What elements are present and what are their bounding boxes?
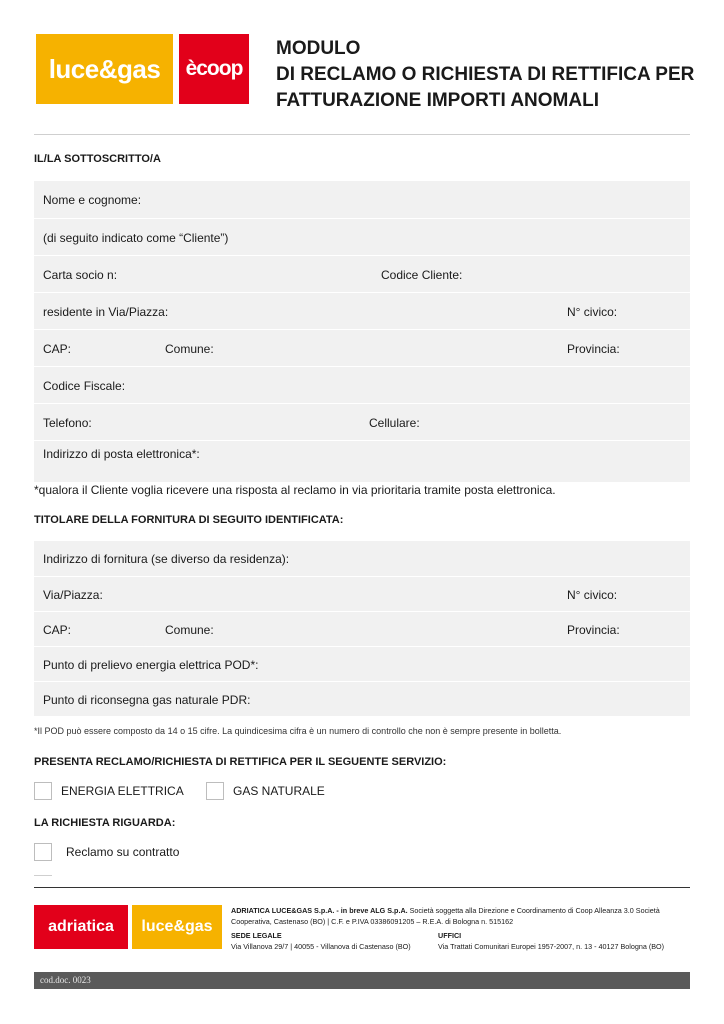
email-row[interactable] bbox=[34, 440, 690, 482]
company-description bbox=[231, 905, 691, 927]
section-holder-heading: TITOLARE DELLA FORNITURA DI SEGUITO IDENTIFICATA: bbox=[34, 514, 344, 526]
supply-civic-label: N° civico: bbox=[567, 588, 618, 602]
document-title bbox=[276, 36, 706, 114]
section-request-heading: LA RICHIESTA RIGUARDA: bbox=[34, 817, 176, 829]
electric-option[interactable] bbox=[34, 782, 184, 800]
luce-gas-logo: luce&gas bbox=[36, 34, 173, 104]
gas-label: GAS NATURALE bbox=[233, 784, 325, 798]
footer-divider bbox=[34, 887, 690, 888]
name-label: Nome e cognome: bbox=[43, 193, 142, 207]
gas-checkbox[interactable] bbox=[206, 782, 224, 800]
legal-office bbox=[231, 930, 438, 952]
pdr-label: Punto di riconsegna gas naturale PDR: bbox=[43, 693, 251, 707]
gas-option[interactable] bbox=[206, 782, 325, 800]
header-divider bbox=[34, 134, 690, 135]
supply-comune-label: Comune: bbox=[165, 623, 214, 637]
civic-label: N° civico: bbox=[567, 305, 618, 319]
fiscal-code-row[interactable] bbox=[34, 366, 690, 403]
supply-cap-row[interactable] bbox=[34, 611, 690, 646]
pod-footnote: *Il POD può essere composto da 14 o 15 cifre. La quindicesima cifra è un numero di controllo che non è sempre presente in bolletta. bbox=[34, 726, 562, 736]
electric-label: ENERGIA ELETTRICA bbox=[61, 784, 184, 798]
supply-address-label: Indirizzo di fornitura (se diverso da residenza): bbox=[43, 552, 290, 566]
contract-checkbox[interactable] bbox=[34, 843, 52, 861]
card-label: Carta socio n: bbox=[43, 268, 118, 282]
mobile-label: Cellulare: bbox=[369, 416, 420, 430]
adriatica-logo: adriatica bbox=[34, 905, 128, 949]
short-divider bbox=[34, 875, 52, 876]
pdr-row[interactable] bbox=[34, 681, 690, 716]
electric-checkbox[interactable] bbox=[34, 782, 52, 800]
email-label: Indirizzo di posta elettronica*: bbox=[43, 447, 200, 461]
pod-label: Punto di prelievo energia elettrica POD*: bbox=[43, 658, 259, 672]
company-details: Società soggetta alla Direzione e Coordinamento di Coop Alleanza 3.0 Società Cooperativa, Castenaso (BO) | C.F. e P.IVA 03386091205 – R.E.A. di Bologna n. 515162 bbox=[231, 906, 660, 926]
section-undersigned-heading: IL/LA SOTTOSCRITTO/A bbox=[34, 153, 161, 165]
pod-row[interactable] bbox=[34, 646, 690, 681]
supply-provincia-label: Provincia: bbox=[567, 623, 620, 637]
contract-label: Reclamo su contratto bbox=[66, 845, 180, 859]
client-code-label: Codice Cliente: bbox=[381, 268, 463, 282]
company-info bbox=[231, 905, 691, 952]
ecoop-logo: ècoop bbox=[179, 34, 249, 104]
offices-heading: UFFICI bbox=[438, 931, 462, 940]
residence-label: residente in Via/Piazza: bbox=[43, 305, 169, 319]
title-line-3: FATTURAZIONE IMPORTI ANOMALI bbox=[276, 90, 599, 111]
street-label: Via/Piazza: bbox=[43, 588, 103, 602]
supply-address-row[interactable] bbox=[34, 541, 690, 576]
supply-form bbox=[34, 541, 690, 716]
offices bbox=[438, 930, 691, 952]
street-row[interactable] bbox=[34, 576, 690, 611]
residence-row[interactable] bbox=[34, 292, 690, 329]
phone-row[interactable] bbox=[34, 403, 690, 440]
footer-luce-gas-logo: luce&gas bbox=[132, 905, 222, 949]
cap-row[interactable] bbox=[34, 329, 690, 366]
contract-option[interactable] bbox=[34, 843, 179, 861]
card-row[interactable] bbox=[34, 255, 690, 292]
cap-label: CAP: bbox=[43, 342, 72, 356]
legal-office-heading: SEDE LEGALE bbox=[231, 931, 282, 940]
title-line-2: DI RECLAMO O RICHIESTA DI RETTIFICA PER bbox=[276, 64, 695, 85]
client-note-row bbox=[34, 218, 690, 255]
offices-address: Via Trattati Comunitari Europei 1957-2007, n. 13 - 40127 Bologna (BO) bbox=[438, 942, 665, 951]
fiscal-code-label: Codice Fiscale: bbox=[43, 379, 126, 393]
undersigned-form bbox=[34, 181, 690, 482]
document-code: cod.doc. 0023 bbox=[40, 975, 91, 985]
document-code-bar bbox=[34, 972, 690, 989]
legal-office-address: Via Villanova 29/7 | 40055 - Villanova di Castenaso (BO) bbox=[231, 942, 411, 951]
comune-label: Comune: bbox=[165, 342, 214, 356]
company-name: ADRIATICA LUCE&GAS S.p.A. - in breve ALG S.p.A. bbox=[231, 906, 408, 915]
phone-label: Telefono: bbox=[43, 416, 92, 430]
title-line-1: MODULO bbox=[276, 38, 361, 59]
client-note-label: (di seguito indicato come “Cliente”) bbox=[43, 231, 229, 245]
provincia-label: Provincia: bbox=[567, 342, 620, 356]
email-footnote: *qualora il Cliente voglia ricevere una risposta al reclamo in via prioritaria tramite posta elettronica. bbox=[34, 483, 556, 497]
name-row[interactable] bbox=[34, 181, 690, 218]
section-service-heading: PRESENTA RECLAMO/RICHIESTA DI RETTIFICA PER IL SEGUENTE SERVIZIO: bbox=[34, 756, 447, 768]
supply-cap-label: CAP: bbox=[43, 623, 72, 637]
